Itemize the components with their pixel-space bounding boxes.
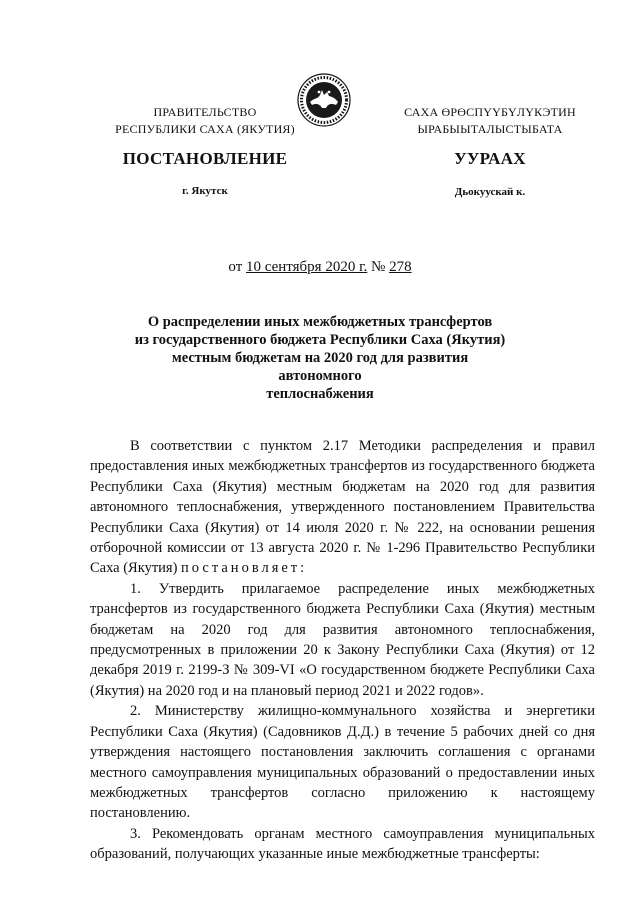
government-name-line-2: РЕСПУБЛИКИ САХА (ЯКУТИЯ) [115, 122, 295, 136]
city-sakha: Дьокуускай к. [454, 186, 526, 198]
clause-3-paragraph: 3. Рекомендовать органам местного самоуправления муниципальных образований, получающих указанные иные межбюджетные трансферты: [90, 825, 595, 863]
date-prefix: от [228, 259, 246, 275]
sakha-coat-of-arms-icon [296, 72, 352, 128]
preamble-paragraph [90, 436, 595, 579]
city-russian: г. Якутск [182, 185, 228, 197]
number-prefix: № [367, 259, 390, 275]
document-kind-sakha: УУРААХ [454, 149, 526, 168]
title-line-3: местным бюджетам на 2020 год для развития автономного [171, 350, 469, 384]
document-body [90, 436, 595, 865]
preamble-text: В соответствии с пунктом 2.17 Методики распределения и правил предоставления иных межбюджетных трансфертов из государственного бюджета Республики Саха (Якутия) местным бюджетам на 2020 год для развития автономного теплоснабжения, утвержденного постановлением Правительства Республики Саха (Якутия) от 14 июля 2020 г. № 222, на основании решения отборочной комиссии от 13 августа 2020 г. № 1-296 Правительство Республики Саха (Якутия) [90, 438, 595, 577]
title-line-1: О распределении иных межбюджетных трансфертов [147, 314, 493, 330]
document-title [130, 313, 510, 403]
government-name-sakha [385, 104, 595, 138]
clause-1-paragraph: 1. Утвердить прилагаемое распределение иных межбюджетных трансфертов из государственного бюджета Республики Саха (Якутия) местным бюджетам на 2020 год для развития автономного теплоснабжения, предусмотренных в приложении 20 к Закону Республики Саха (Якутия) от 12 декабря 2019 г. 2199-З № 309-VI «О государственном бюджете Республики Саха (Якутия) на 2020 год и на плановый период 2021 и 2022 годов». [90, 580, 595, 699]
title-line-4: теплоснабжения [266, 386, 374, 402]
government-name-sakha-line-2: ЫРАБЫЫТАЛЫСТЫБАТА [417, 122, 563, 136]
government-name-line-1: ПРАВИТЕЛЬСТВО [153, 105, 257, 119]
clause-2-paragraph: 2. Министерству жилищно-коммунального хозяйства и энергетики Республики Саха (Якутия) (Садовников Д.Д.) в течение 5 рабочих дней со дня утверждения настоящего постановления заключить соглашения с органами местного самоуправления муниципальных образований о предоставлении иных межбюджетных трансфертов согласно приложению к настоящему постановлению. [90, 703, 595, 822]
document-date-line [0, 259, 640, 276]
document-number: 278 [389, 259, 412, 275]
government-name-russian [95, 104, 315, 138]
document-date: 10 сентября 2020 г. [246, 259, 368, 275]
document-kind-russian: ПОСТАНОВЛЕНИЕ [122, 149, 288, 168]
government-name-sakha-line-1: САХА ӨРӨСПҮҮБҮЛҮКЭТИН [404, 105, 576, 119]
resolves-word: постановляет: [181, 560, 308, 577]
title-line-2: из государственного бюджета Республики Саха (Якутия) [134, 332, 506, 348]
